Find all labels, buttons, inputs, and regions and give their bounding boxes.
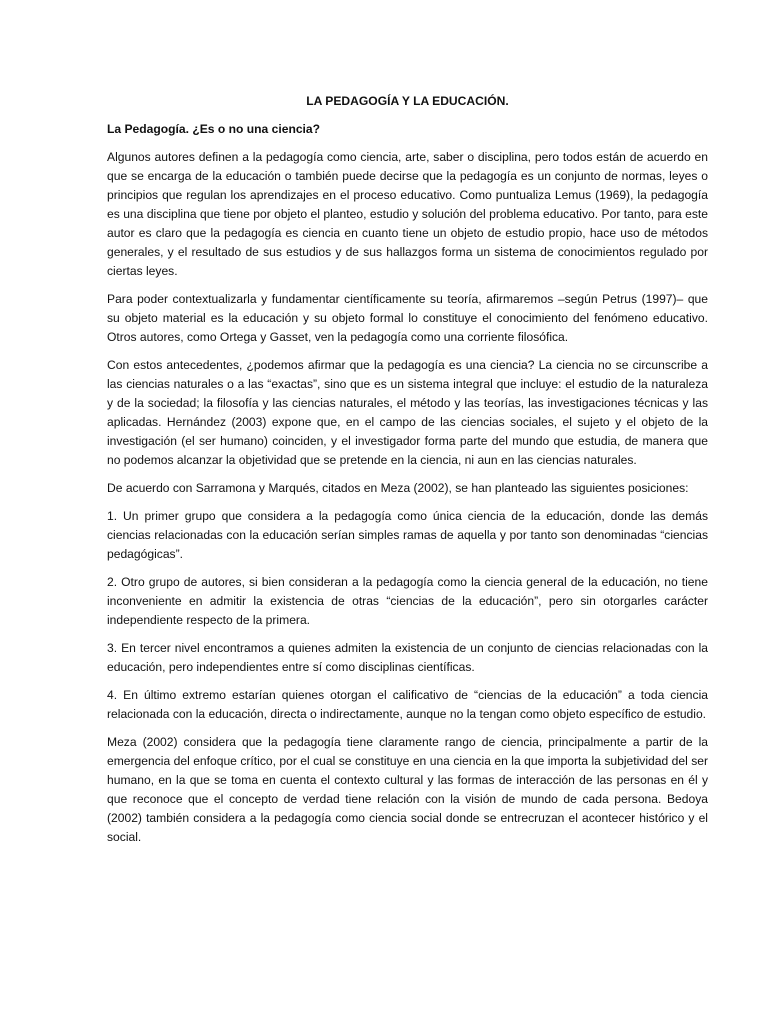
paragraph-5: Meza (2002) considera que la pedagogía tiene claramente rango de ciencia, principalmente a partir de la emergencia del enfoque crítico, por el cual se constituye en una ciencia en la que importa la subjetividad del ser humano, en la que se toma en cuenta el contexto cultural y las formas de interacción de las personas en él y que reconoce que el concepto de verdad tiene relación con la visión de mundo de cada persona. Bedoya (2002) también considera a la pedagogía como ciencia social donde se entrecruzan el acontecer histórico y el social. xyxy=(107,735,708,844)
section-heading: La Pedagogía. ¿Es o no una ciencia? xyxy=(107,122,321,136)
paragraph-1: Algunos autores definen a la pedagogía como ciencia, arte, saber o disciplina, pero todos están de acuerdo en que se encarga de la educación o también puede decirse que la pedagogía es un conjunto de normas, leyes o principios que regulan los aprendizajes en el proceso educativo. Como puntualiza Lemus (1969), la pedagogía es una disciplina que tiene por objeto el planteo, estudio y solución del problema educativo. Por tanto, para este autor es claro que la pedagogía es ciencia en cuanto tiene un objeto de estudio propio, hace uso de métodos generales, y el resultado de sus estudios y de sus hallazgos forma un sistema de conocimientos regulado por ciertas leyes. xyxy=(107,150,708,278)
list-item-4: 4. En último extremo estarían quienes otorgan el calificativo de “ciencias de la educación” a toda ciencia relacionada con la educación, directa o indirectamente, aunque no la tengan como objeto específico de estudio. xyxy=(107,688,708,721)
document-title: LA PEDAGOGÍA Y LA EDUCACIÓN. xyxy=(306,94,509,108)
list-item-3: 3. En tercer nivel encontramos a quienes admiten la existencia de un conjunto de ciencias relacionadas con la educación, pero independientes entre sí como disciplinas científicas. xyxy=(107,641,708,674)
list-item-2: 2. Otro grupo de autores, si bien consideran a la pedagogía como la ciencia general de la educación, no tiene inconveniente en admitir la existencia de otras “ciencias de la educación”, pero sin otorgarles carácter independiente respecto de la primera. xyxy=(107,575,708,627)
list-item-1: 1. Un primer grupo que considera a la pedagogía como única ciencia de la educación, donde las demás ciencias relacionadas con la educación serían simples ramas de aquella y por tanto son denominadas “ciencias pedagógicas”. xyxy=(107,509,708,561)
paragraph-3: Con estos antecedentes, ¿podemos afirmar que la pedagogía es una ciencia? La ciencia no se circunscribe a las ciencias naturales o a las “exactas”, sino que es un sistema integral que incluye: el estudio de la naturaleza y de la sociedad; la filosofía y las ciencias naturales, el método y las teorías, las investigaciones técnicas y las aplicadas. Hernández (2003) expone que, en el campo de las ciencias sociales, el sujeto y el objeto de la investigación (el ser humano) coinciden, y el investigador forma parte del mundo que estudia, de manera que no podemos alcanzar la objetividad que se pretende en la ciencia, ni aun en las ciencias naturales. xyxy=(107,358,708,467)
paragraph-2: Para poder contextualizarla y fundamentar científicamente su teoría, afirmaremos –según Petrus (1997)– que su objeto material es la educación y su objeto formal lo constituye el conocimiento del fenómeno educativo. Otros autores, como Ortega y Gasset, ven la pedagogía como una corriente filosófica. xyxy=(107,292,708,344)
paragraph-4: De acuerdo con Sarramona y Marqués, citados en Meza (2002), se han planteado las siguientes posiciones: xyxy=(107,481,689,495)
